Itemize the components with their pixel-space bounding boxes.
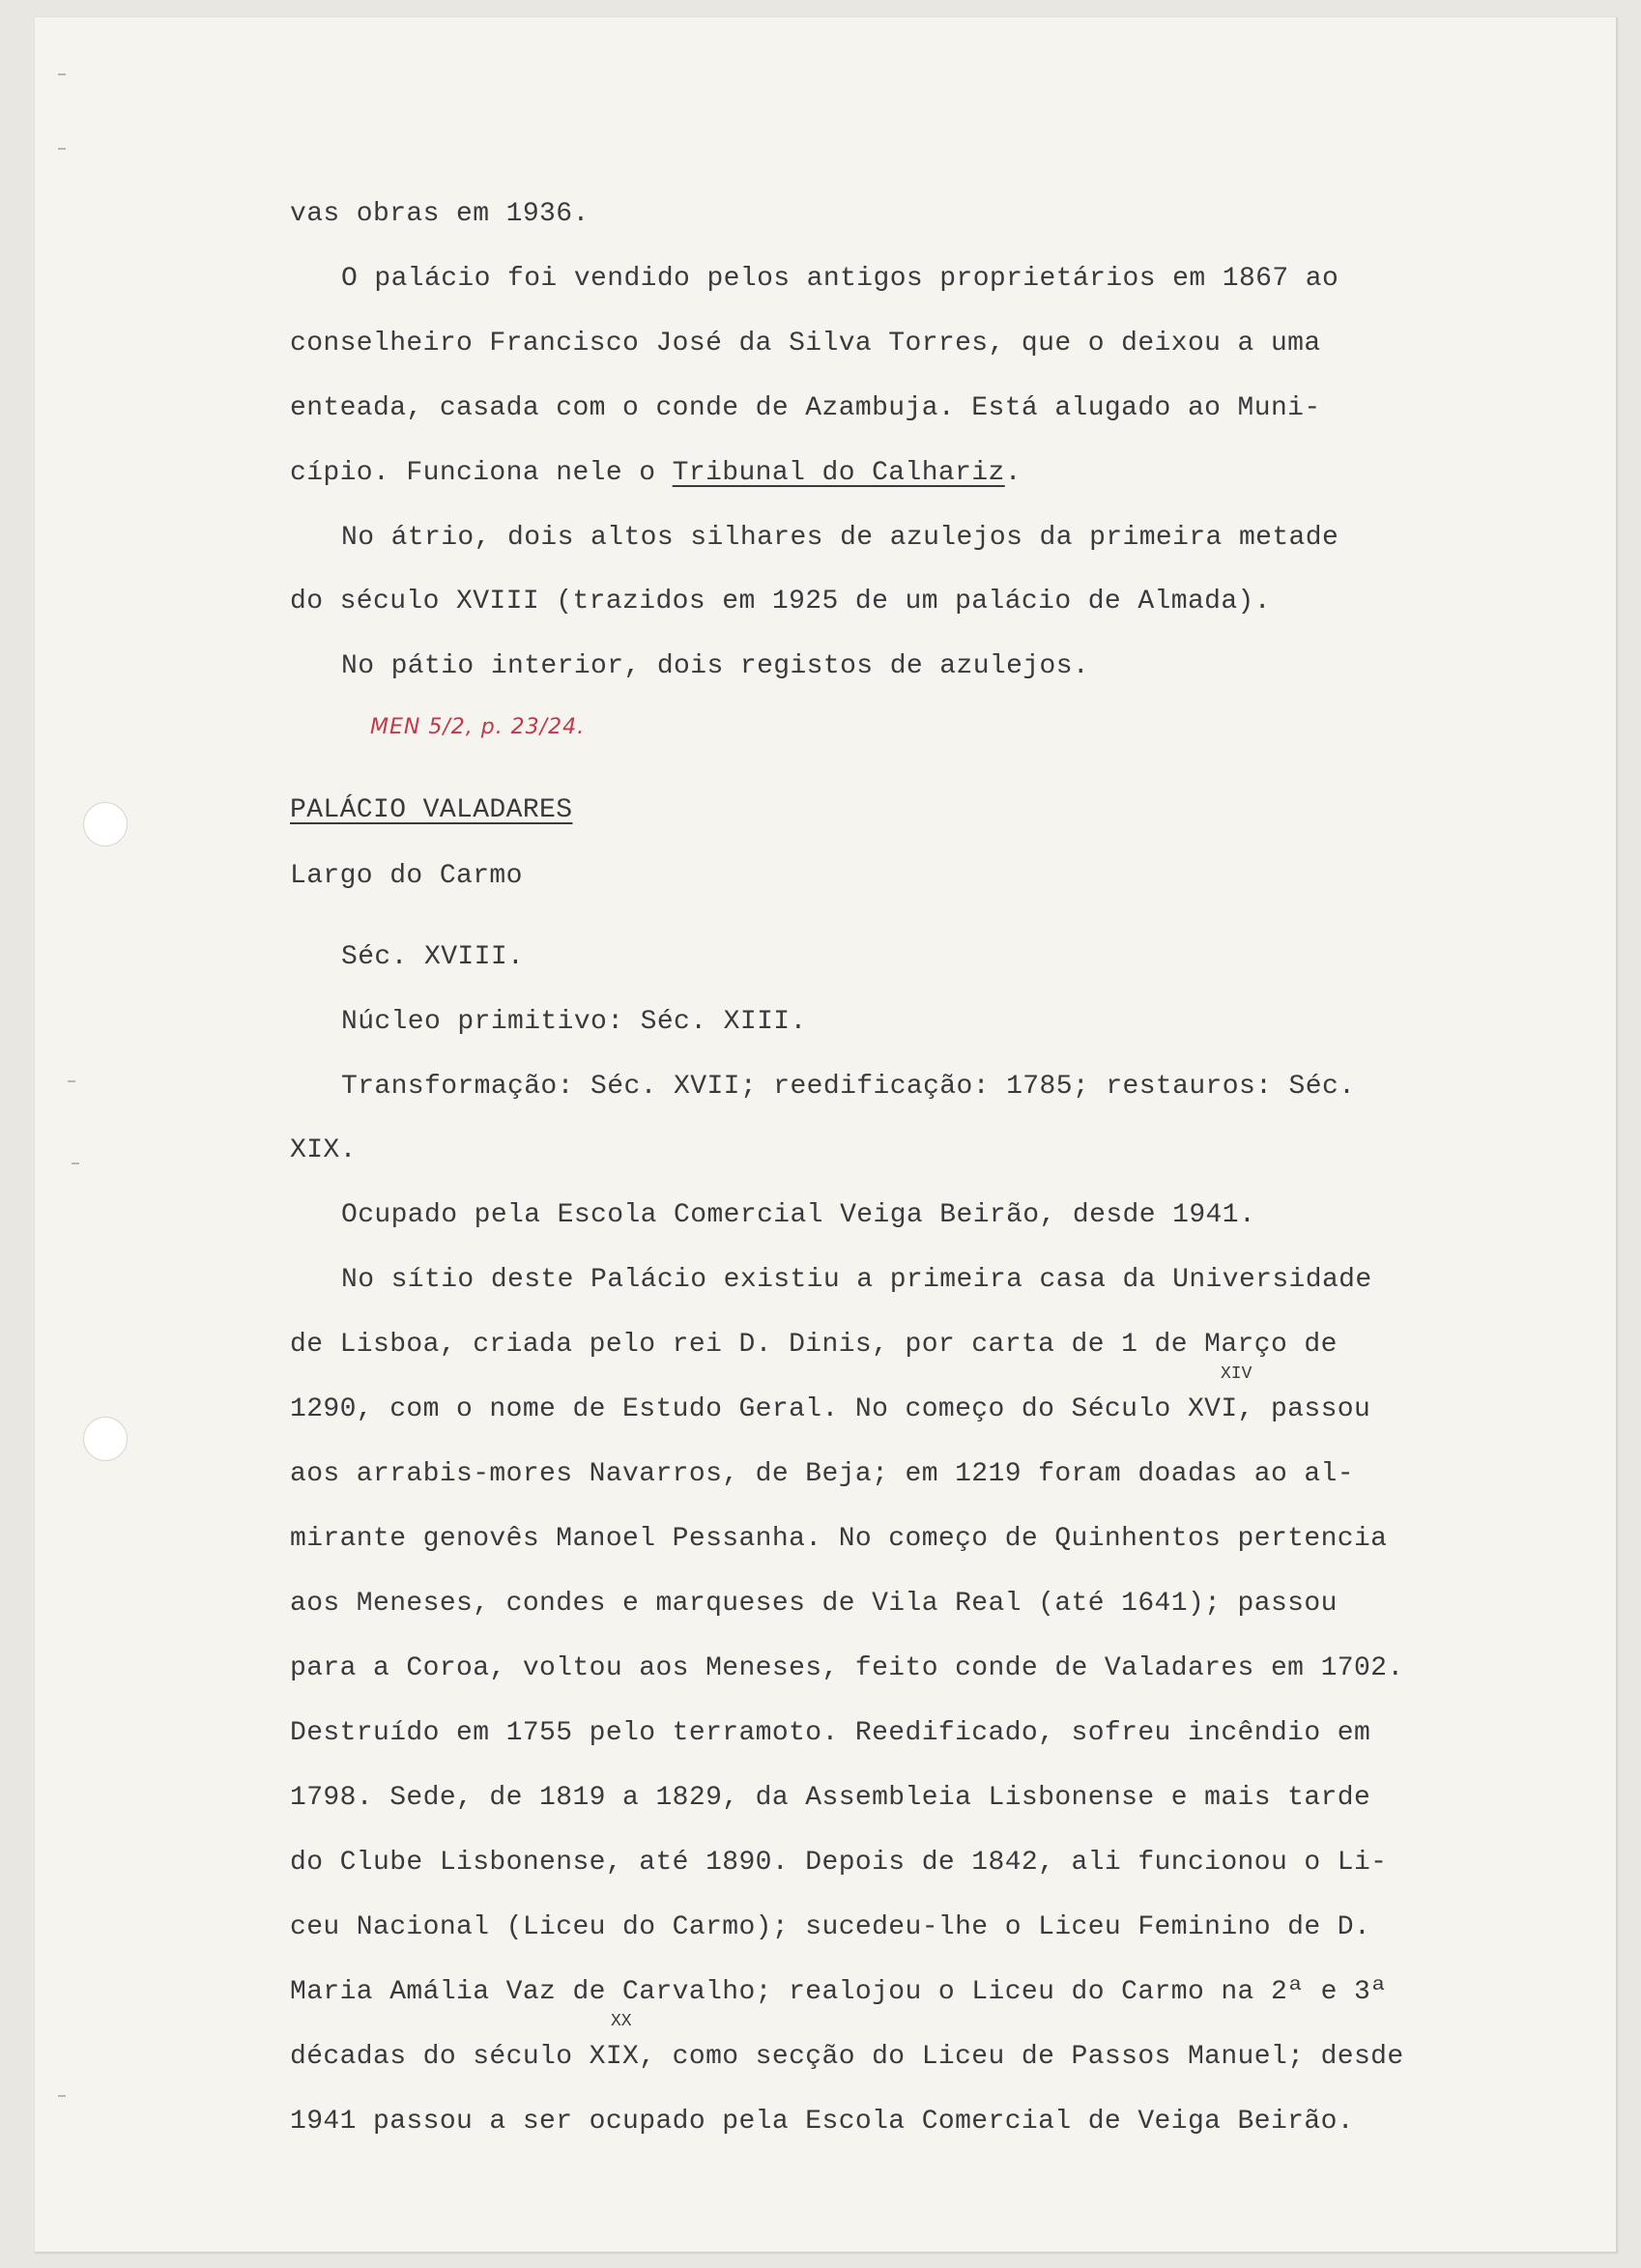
text-line (341, 1264, 1372, 1297)
text-line-content: ceu Nacional (Liceu do Carmo); sucedeu-lhe o Liceu Feminino de D. (290, 1912, 1371, 1942)
text-line-content: conselheiro Francisco José da Silva Torres, que o deixou a uma (290, 329, 1321, 359)
text-line-content: Transformação: Séc. XVII; reedificação: 1785; restauros: Séc. (341, 1072, 1356, 1102)
text-line (341, 1006, 807, 1039)
text-line-content: Séc. XVIII. (341, 942, 525, 972)
text-line (290, 1911, 1370, 1944)
text-line (290, 1976, 1387, 2009)
underlined-text: PALÁCIO VALADARES (290, 795, 573, 825)
text-line (290, 1329, 1338, 1362)
punch-hole-top (83, 802, 128, 847)
text-line-content: 1798. Sede, de 1819 a 1829, da Assembleia Lisbonense e mais tarde (290, 1783, 1371, 1813)
text-line-content: do Clube Lisbonense, até 1890. Depois de 1842, ali funcionou o Li- (290, 1848, 1388, 1878)
text-line-content: de Lisboa, criada pelo rei D. Dinis, por carta de 1 de Março de (290, 1330, 1338, 1360)
text-line (341, 941, 524, 974)
text-line (290, 1588, 1338, 1621)
text-line-content: Destruído em 1755 pelo terramoto. Reedificado, sofreu incêndio em (290, 1718, 1371, 1748)
text-line (341, 263, 1339, 296)
text-line-content: No sítio deste Palácio existiu a primeira casa da Universidade (341, 1265, 1372, 1295)
text-line-content: Ocupado pela Escola Comercial Veiga Beirão, desde 1941. (341, 1200, 1256, 1230)
text-line-content: aos Meneses, condes e marqueses de Vila Real (até 1641); passou (290, 1589, 1338, 1619)
text-line-content: No átrio, dois altos silhares de azulejos da primeira metade (341, 523, 1339, 553)
text-line-content: No pátio interior, dois registos de azulejos. (341, 651, 1090, 681)
text-line (290, 1847, 1387, 1880)
text-line-content: Maria Amália Vaz de Carvalho; realojou o Liceu do Carmo na 2ª e 3ª (290, 1977, 1388, 2007)
text-line (290, 198, 590, 231)
text-line-content: aos arrabis-mores Navarros, de Beja; em 1219 foram doadas ao al- (290, 1459, 1354, 1489)
text-line (290, 1134, 357, 1167)
text-line-content: Largo do Carmo (290, 861, 523, 891)
handwritten-reference-note: MEN 5/2, p. 23/24. (370, 715, 586, 739)
text-line (341, 1199, 1255, 1232)
text-line-tail: . (1004, 458, 1022, 488)
punch-hole-bottom (83, 1417, 128, 1461)
text-line-content: enteada, casada com o conde de Azambuja. Está alugado ao Muni- (290, 393, 1321, 423)
text-line (290, 392, 1321, 425)
margin-mark (68, 1080, 75, 1082)
text-line (290, 1652, 1404, 1685)
text-line-content: O palácio foi vendido pelos antigos proprietários em 1867 ao (341, 264, 1339, 294)
margin-mark (72, 1163, 79, 1164)
text-line-content: 1290, com o nome de Estudo Geral. No começo do Século XVI, passou (290, 1394, 1371, 1424)
text-line-content: Núcleo primitivo: Séc. XIII. (341, 1007, 807, 1037)
text-line-content: do século XVIII (trazidos em 1925 de um palácio de Almada). (290, 587, 1271, 617)
text-line-content: vas obras em 1936. (290, 199, 590, 229)
text-line (341, 650, 1089, 683)
text-line-content: mirante genovês Manoel Pessanha. No começo de Quinhentos pertencia (290, 1524, 1388, 1554)
handwritten-correction: XX (611, 2012, 632, 2031)
text-line-content: para a Coroa, voltou aos Meneses, feito conde de Valadares em 1702. (290, 1653, 1404, 1683)
text-line-content: décadas do século XIX, como secção do Liceu de Passos Manuel; desde (290, 2042, 1404, 2072)
margin-mark (58, 73, 66, 75)
text-line (290, 586, 1271, 618)
text-line (290, 2041, 1404, 2074)
text-line-content: 1941 passou a ser ocupado pela Escola Comercial de Veiga Beirão. (290, 2107, 1354, 2137)
text-line-content: cípio. Funciona nele o (290, 458, 673, 488)
handwritten-correction: XIV (1221, 1364, 1252, 1384)
text-line (290, 457, 1022, 490)
text-line (290, 1458, 1354, 1491)
underlined-text: Tribunal do Calhariz (672, 458, 1005, 488)
text-line (290, 1393, 1370, 1426)
text-line (290, 1782, 1370, 1815)
text-line (290, 2106, 1354, 2139)
text-line (341, 1071, 1355, 1104)
text-line (290, 1523, 1387, 1556)
text-line-content: XIX. (290, 1135, 357, 1165)
margin-mark (58, 2095, 66, 2097)
text-line (341, 522, 1339, 555)
text-line (290, 328, 1321, 360)
text-line (290, 794, 572, 827)
text-line (290, 860, 523, 893)
margin-mark (58, 148, 66, 150)
text-line (290, 1717, 1370, 1750)
